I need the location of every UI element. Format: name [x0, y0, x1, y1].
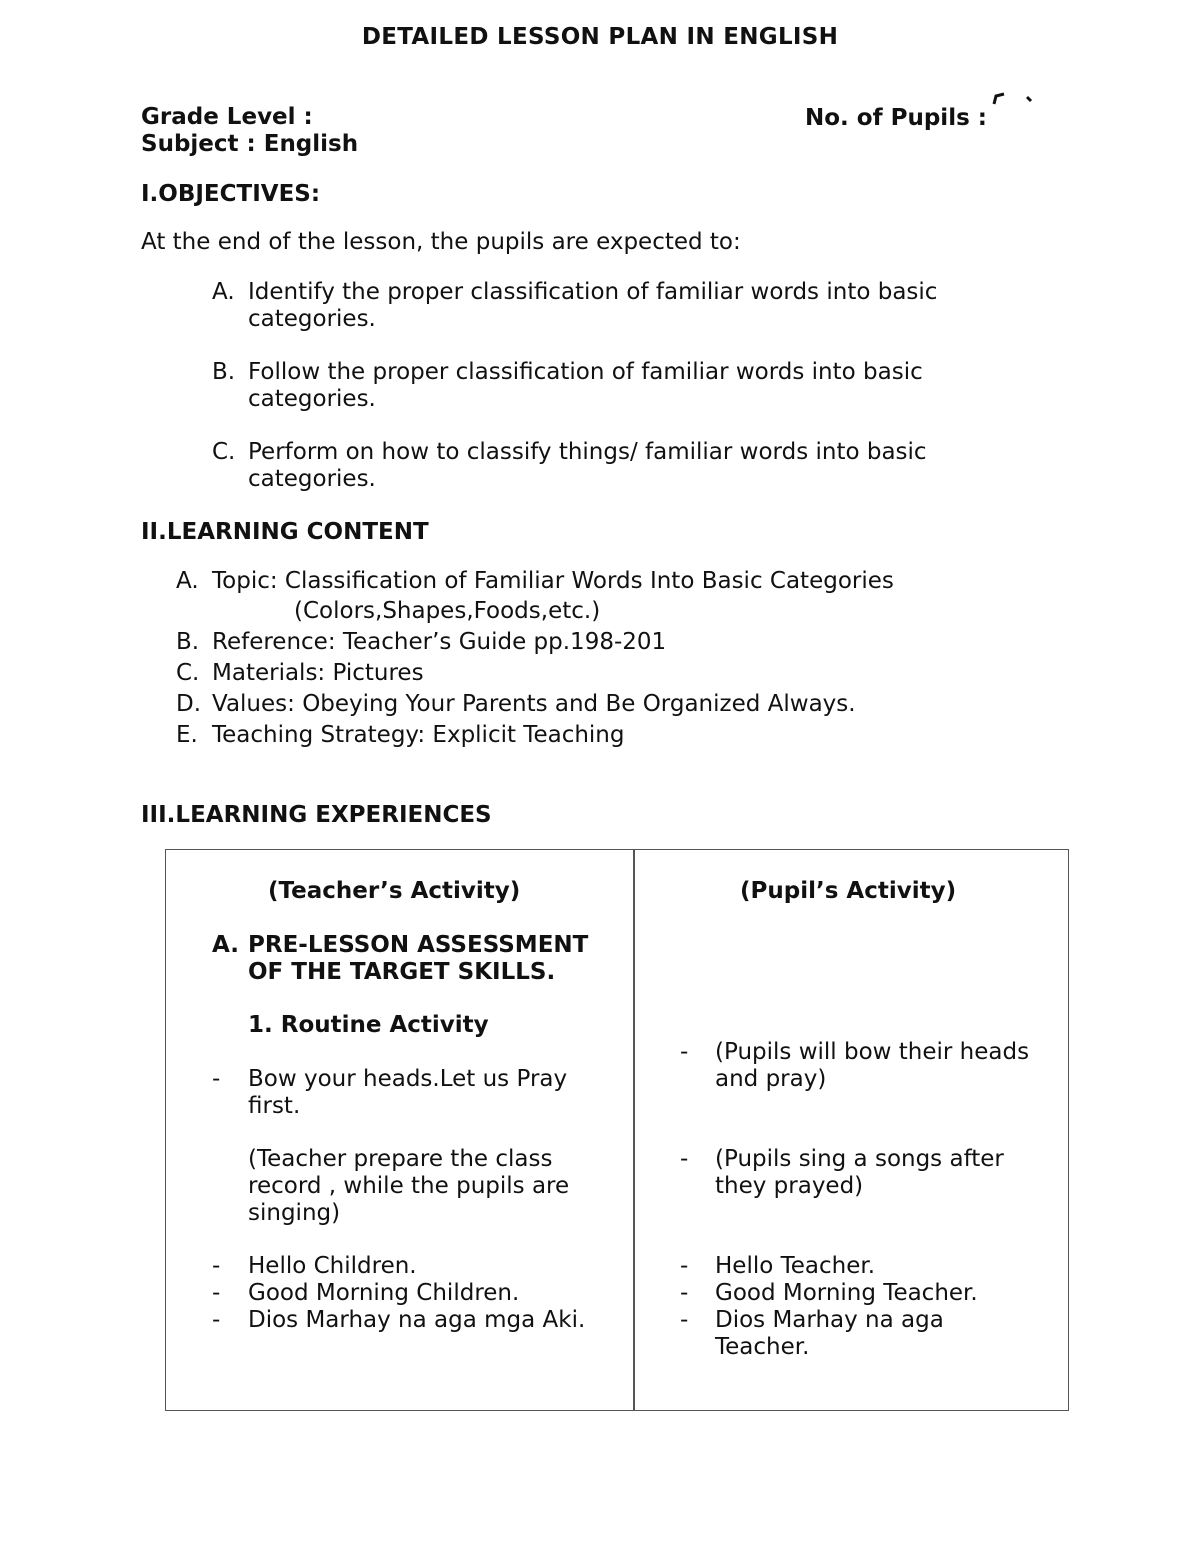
- teacher-greeting-1: Hello Children.: [248, 1253, 417, 1279]
- table-divider: [633, 849, 635, 1411]
- objective-item-c: [212, 439, 1012, 493]
- content-item-topic: [176, 568, 1076, 626]
- content-text: Materials: Pictures: [212, 660, 424, 686]
- objective-line1: Follow the proper classification of familiar words into basic: [248, 359, 923, 385]
- bullet-dash: -: [680, 1253, 689, 1279]
- content-text: Topic: Classification of Familiar Words Into Basic Categories: [212, 568, 894, 594]
- content-item-values: [176, 691, 1076, 718]
- objective-marker: B.: [212, 359, 236, 385]
- section-line1: PRE-LESSON ASSESSMENT: [248, 932, 589, 958]
- section-line2: OF THE TARGET SKILLS.: [248, 959, 556, 985]
- pupil-pray-line1: (Pupils will bow their heads: [715, 1039, 1030, 1065]
- content-marker: D.: [176, 691, 202, 717]
- objective-line2: categories.: [248, 466, 376, 492]
- bullet-dash: -: [680, 1280, 689, 1306]
- teacher-greeting-2: Good Morning Children.: [248, 1280, 520, 1306]
- bullet-dash: -: [680, 1146, 689, 1172]
- content-text: Reference: Teacher’s Guide pp.198-201: [212, 629, 667, 655]
- experiences-heading: III.LEARNING EXPERIENCES: [141, 802, 492, 828]
- content-marker: A.: [176, 568, 199, 594]
- content-item-strategy: [176, 722, 1076, 749]
- content-continuation: (Colors,Shapes,Foods,etc.): [294, 598, 601, 624]
- teacher-activity-header: (Teacher’s Activity): [268, 878, 521, 904]
- teacher-greeting-3: Dios Marhay na aga mga Aki.: [248, 1307, 586, 1333]
- content-heading: II.LEARNING CONTENT: [141, 519, 429, 545]
- section-marker: A.: [212, 932, 239, 958]
- bullet-dash: -: [212, 1253, 221, 1279]
- content-text: Teaching Strategy: Explicit Teaching: [212, 722, 625, 748]
- bullet-dash: -: [212, 1280, 221, 1306]
- teacher-note-line2: record , while the pupils are: [248, 1173, 570, 1199]
- bullet-dash: -: [212, 1307, 221, 1333]
- content-item-materials: [176, 660, 1076, 687]
- pupil-greeting-3-line1: Dios Marhay na aga: [715, 1307, 944, 1333]
- objective-line1: Perform on how to classify things/ familiar words into basic: [248, 439, 927, 465]
- pupils-label: No. of Pupils :: [805, 105, 987, 131]
- pupil-activity-header: (Pupil’s Activity): [740, 878, 957, 904]
- content-item-reference: [176, 629, 1076, 656]
- teacher-note-line3: singing): [248, 1200, 341, 1226]
- pupil-greeting-2: Good Morning Teacher.: [715, 1280, 978, 1306]
- content-text: Values: Obeying Your Parents and Be Organized Always.: [212, 691, 856, 717]
- objective-line2: categories.: [248, 306, 376, 332]
- pupil-pray-line2: and pray): [715, 1066, 827, 1092]
- content-marker: E.: [176, 722, 198, 748]
- scribble-mark-icon: [990, 90, 1040, 110]
- content-marker: B.: [176, 629, 200, 655]
- objectives-intro: At the end of the lesson, the pupils are expected to:: [141, 229, 741, 255]
- bullet-dash: -: [212, 1066, 221, 1092]
- objective-item-b: [212, 359, 1012, 413]
- pupil-sing-line1: (Pupils sing a songs after: [715, 1146, 1004, 1172]
- objective-line1: Identify the proper classification of familiar words into basic: [248, 279, 938, 305]
- routine-activity-heading: 1. Routine Activity: [248, 1012, 489, 1038]
- objective-item-a: [212, 279, 1012, 333]
- bullet-dash: -: [680, 1039, 689, 1065]
- teacher-pray-line1: Bow your heads.Let us Pray: [248, 1066, 568, 1092]
- objective-line2: categories.: [248, 386, 376, 412]
- objectives-heading: I.OBJECTIVES:: [141, 181, 321, 207]
- document-title: DETAILED LESSON PLAN IN ENGLISH: [361, 24, 839, 50]
- objective-marker: C.: [212, 439, 236, 465]
- content-marker: C.: [176, 660, 200, 686]
- pre-lesson-section-heading: [212, 932, 622, 986]
- pupil-greeting-1: Hello Teacher.: [715, 1253, 876, 1279]
- subject-label: Subject : English: [141, 131, 359, 157]
- teacher-note-line1: (Teacher prepare the class: [248, 1146, 553, 1172]
- pupil-sing-line2: they prayed): [715, 1173, 864, 1199]
- pupil-greeting-3-line2: Teacher.: [715, 1334, 810, 1360]
- objective-marker: A.: [212, 279, 235, 305]
- bullet-dash: -: [680, 1307, 689, 1333]
- teacher-pray-line2: first.: [248, 1093, 301, 1119]
- grade-level-label: Grade Level :: [141, 104, 313, 130]
